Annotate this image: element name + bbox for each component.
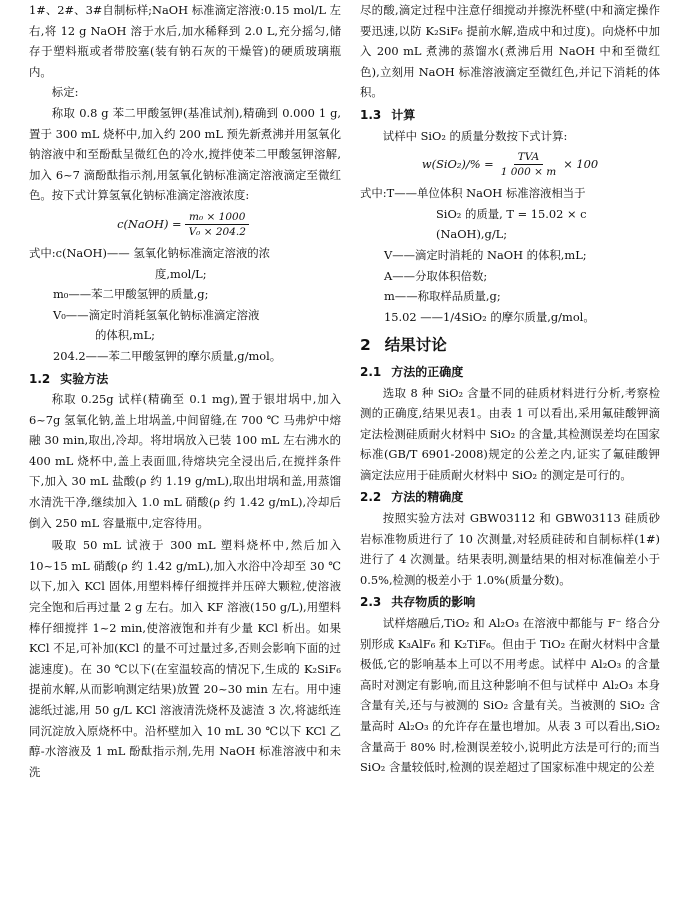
formula-fraction bbox=[497, 150, 561, 179]
definition-m: m——称取样品质量,g; bbox=[384, 289, 501, 304]
section-number: 2 bbox=[360, 336, 371, 355]
definition-m0: m₀——苯二甲酸氢钾的质量,g; bbox=[53, 287, 209, 302]
naoh-concentration-formula bbox=[29, 210, 341, 239]
left-column bbox=[29, 0, 341, 782]
calibration-label: 标定: bbox=[51, 85, 79, 100]
section-number: 1.2 bbox=[29, 371, 51, 386]
definition-t: 式中:T——单位体积 NaOH 标准溶液相当于 bbox=[360, 186, 586, 201]
section-title: 实验方法 bbox=[60, 371, 109, 386]
section-number: 2.1 bbox=[360, 364, 382, 379]
section-title: 计算 bbox=[391, 107, 416, 122]
section-number: 2.3 bbox=[360, 595, 382, 610]
section-number: 1.3 bbox=[360, 107, 382, 122]
calibration-paragraph: 称取 0.8 g 苯二甲酸氢钾(基准试剂),精确到 0.000 1 g,置于 300 mL 烧杯中,加入约 200 mL 预先新煮沸并用氢氧化钠溶液中和至酚酞呈微红色的冷水,搅拌使苯二甲酸氢钾溶解,加入 6~7 滴酚酞指示剂,用氢氧化钠标准滴定溶液滴定至微红色。按下式计算氢氧化钠标准滴定溶液浓度: bbox=[29, 105, 341, 203]
section-2-3-heading bbox=[360, 592, 660, 613]
definition-a: A——分取体积倍数; bbox=[384, 268, 488, 283]
intro-paragraph: 1#、2#、3#自制标样;NaOH 标准滴定溶液:0.15 mol/L 左右,将 12 g NaOH 溶于水后,加水稀释到 2.0 L,充分摇匀,储存于塑料瓶或者带胶塞(装有钠石灰的干燥管)的硬质玻璃瓶内。 bbox=[29, 3, 341, 79]
definition-molar-mass: 204.2——苯二甲酸氢钾的摩尔质量,g/mol。 bbox=[53, 348, 282, 363]
method-paragraph-1: 称取 0.25g 试样(精确至 0.1 mg),置于银坩埚中,加入 6~7g 氢氧化钠,盖上坩埚盖,中间留缝,在 700 ℃ 马弗炉中熔融 30 min,取出,冷却。将坩埚放入已装 100 mL 左右沸水的 400 mL 烧杯中,盖上表面皿,待熔块完全浸出后,在搅拌条件下,加入 30 mL 盐酸(ρ 约 1.19 g/mL),取出坩埚和盖,用蒸馏水清洗干净,继续加入 1.0 mL 硝酸(ρ 约 1.42 g/mL),冷却后倒入 250 mL 容量瓶中,定容待用。 bbox=[29, 392, 341, 530]
formula-fraction bbox=[185, 210, 250, 239]
definition-v: V——滴定时消耗的 NaOH 的体积,mL; bbox=[384, 247, 587, 262]
definition-c-naoh-cont: 度,mol/L; bbox=[155, 266, 207, 281]
section-title: 共存物质的影响 bbox=[391, 595, 476, 610]
formula-denominator: 1 000 × m bbox=[500, 166, 557, 179]
section-1-2-heading bbox=[29, 369, 341, 390]
calculation-intro: 试样中 SiO₂ 的质量分数按下式计算: bbox=[382, 128, 568, 143]
section-number: 2.2 bbox=[360, 490, 382, 505]
section-1-3-heading bbox=[360, 105, 660, 126]
accuracy-paragraph: 选取 8 种 SiO₂ 含量不同的硅质材料进行分析,考察检测的正确度,结果见表1。由表 1 可以看出,采用氟硅酸钾滴定法检测硅质耐火材料中 SiO₂ 的含量,其检测误差均在国家标准(GB/T 6901-2008)规定的公差之内,证实了氟硅酸钾滴定法应用于硅质耐火材料中 SiO₂ 的测定是可行的。 bbox=[360, 385, 660, 482]
definition-15-02: 15.02 ——1/4SiO₂ 的摩尔质量,g/mol。 bbox=[384, 309, 595, 324]
definition-v0: V₀——滴定时消耗氢氧化钠标准滴定溶液 bbox=[53, 307, 260, 322]
section-2-2-heading bbox=[360, 487, 660, 508]
formula-lhs: w(SiO₂)/% = bbox=[421, 157, 494, 172]
section-title: 方法的正确度 bbox=[391, 364, 464, 379]
definition-t-cont2: (NaOH),g/L; bbox=[436, 227, 508, 242]
section-title: 结果讨论 bbox=[384, 336, 447, 355]
section-2-1-heading bbox=[360, 362, 660, 383]
right-column bbox=[360, 0, 660, 778]
definition-t-cont: SiO₂ 的质量, T = 15.02 × c bbox=[436, 206, 587, 221]
sio2-fraction-formula bbox=[360, 150, 660, 179]
method-paragraph-2: 吸取 50 mL 试液于 300 mL 塑料烧杯中,然后加入 10~15 mL 硝酸(ρ 约 1.42 g/mL),加入水浴中冷却至 30 ℃以下,加入 KCl 固体,用塑料棒仔细搅拌并压碎大颗粒,使溶液完全饱和后再过量 2 g 左右。加入 KF 溶液(150 g/L),用塑料棒仔细搅拌 1~2 min,使溶液饱和并有少量 KCl 析出。如果 KCl 不足,可补加(KCl 的量不可过量过多,否则会影响下面的过滤速度)。在 30 ℃以下(在室温较高的情况下,生成的 K₂SiF₆ 提前水解,从而影响测定结果)放置 20~30 min 左右。用中速滤纸过滤,用 50 g/L KCl 溶液清洗烧杯及滤渣 3 次,将滤纸连同沉淀放入原烧杯中。沿杯壁加入 10 mL 30 ℃以下 KCl 乙醇-水溶液及 1 mL 酚酞指示剂,先用 NaOH 标准溶液中和未洗 bbox=[29, 538, 341, 779]
formula-numerator: TVA bbox=[514, 150, 543, 165]
precision-paragraph: 按照实验方法对 GBW03112 和 GBW03113 硅质砂岩标准物质进行了 10 次测量,对轻质硅砖和自制标样(1#)进行了 4 次测量。结果表明,测量结果的相对标准偏差小于 0.5%,检测的极差小于 1.0%(质量分数)。 bbox=[360, 511, 660, 587]
formula-denominator: V₀ × 204.2 bbox=[188, 225, 246, 238]
section-title: 方法的精确度 bbox=[391, 490, 464, 505]
section-2-heading bbox=[360, 335, 660, 356]
definition-v0-cont: 的体积,mL; bbox=[95, 328, 155, 343]
formula-numerator: m₀ × 1000 bbox=[185, 210, 249, 225]
coexisting-substances-paragraph: 试样熔融后,TiO₂ 和 Al₂O₃ 在溶液中都能与 F⁻ 络合分别形成 K₃AlF₆ 和 K₂TiF₆。但由于 TiO₂ 在耐火材料中含量极低,它的影响基本上可以不用考虑。试样中 Al₂O₃ 的含量高时对测定有影响,而且这种影响不但与试样中 Al₂O₃ 本身含量有关,还与与被测的 SiO₂ 含量有关。当被测的 SiO₂ 含量高时 Al₂O₃ 的允许存在量也增加。从表 3 可以看出,SiO₂ 含量高于 80% 时,检测误差较小,说明此方法是可行的;而当 SiO₂ 含量较低时,检测的误差超过了国家标准中规定的公差 bbox=[360, 616, 660, 775]
definition-c-naoh: 式中:c(NaOH)—— 氢氧化钠标准滴定溶液的浓 bbox=[29, 245, 271, 260]
formula-lhs: c(NaOH) = bbox=[117, 217, 182, 232]
method-continuation: 尽的酸,滴定过程中注意仔细搅动并擦洗杯壁(中和滴定操作要迅速,以防 K₂SiF₆ 提前水解,造成中和过度)。向烧杯中加入 200 mL 煮沸的蒸馏水(煮沸后用 NaOH 中和至微红色),立刻用 NaOH 标准溶液滴定至微红色,并记下消耗的体积。 bbox=[360, 3, 660, 100]
formula-rhs: × 100 bbox=[563, 157, 599, 172]
